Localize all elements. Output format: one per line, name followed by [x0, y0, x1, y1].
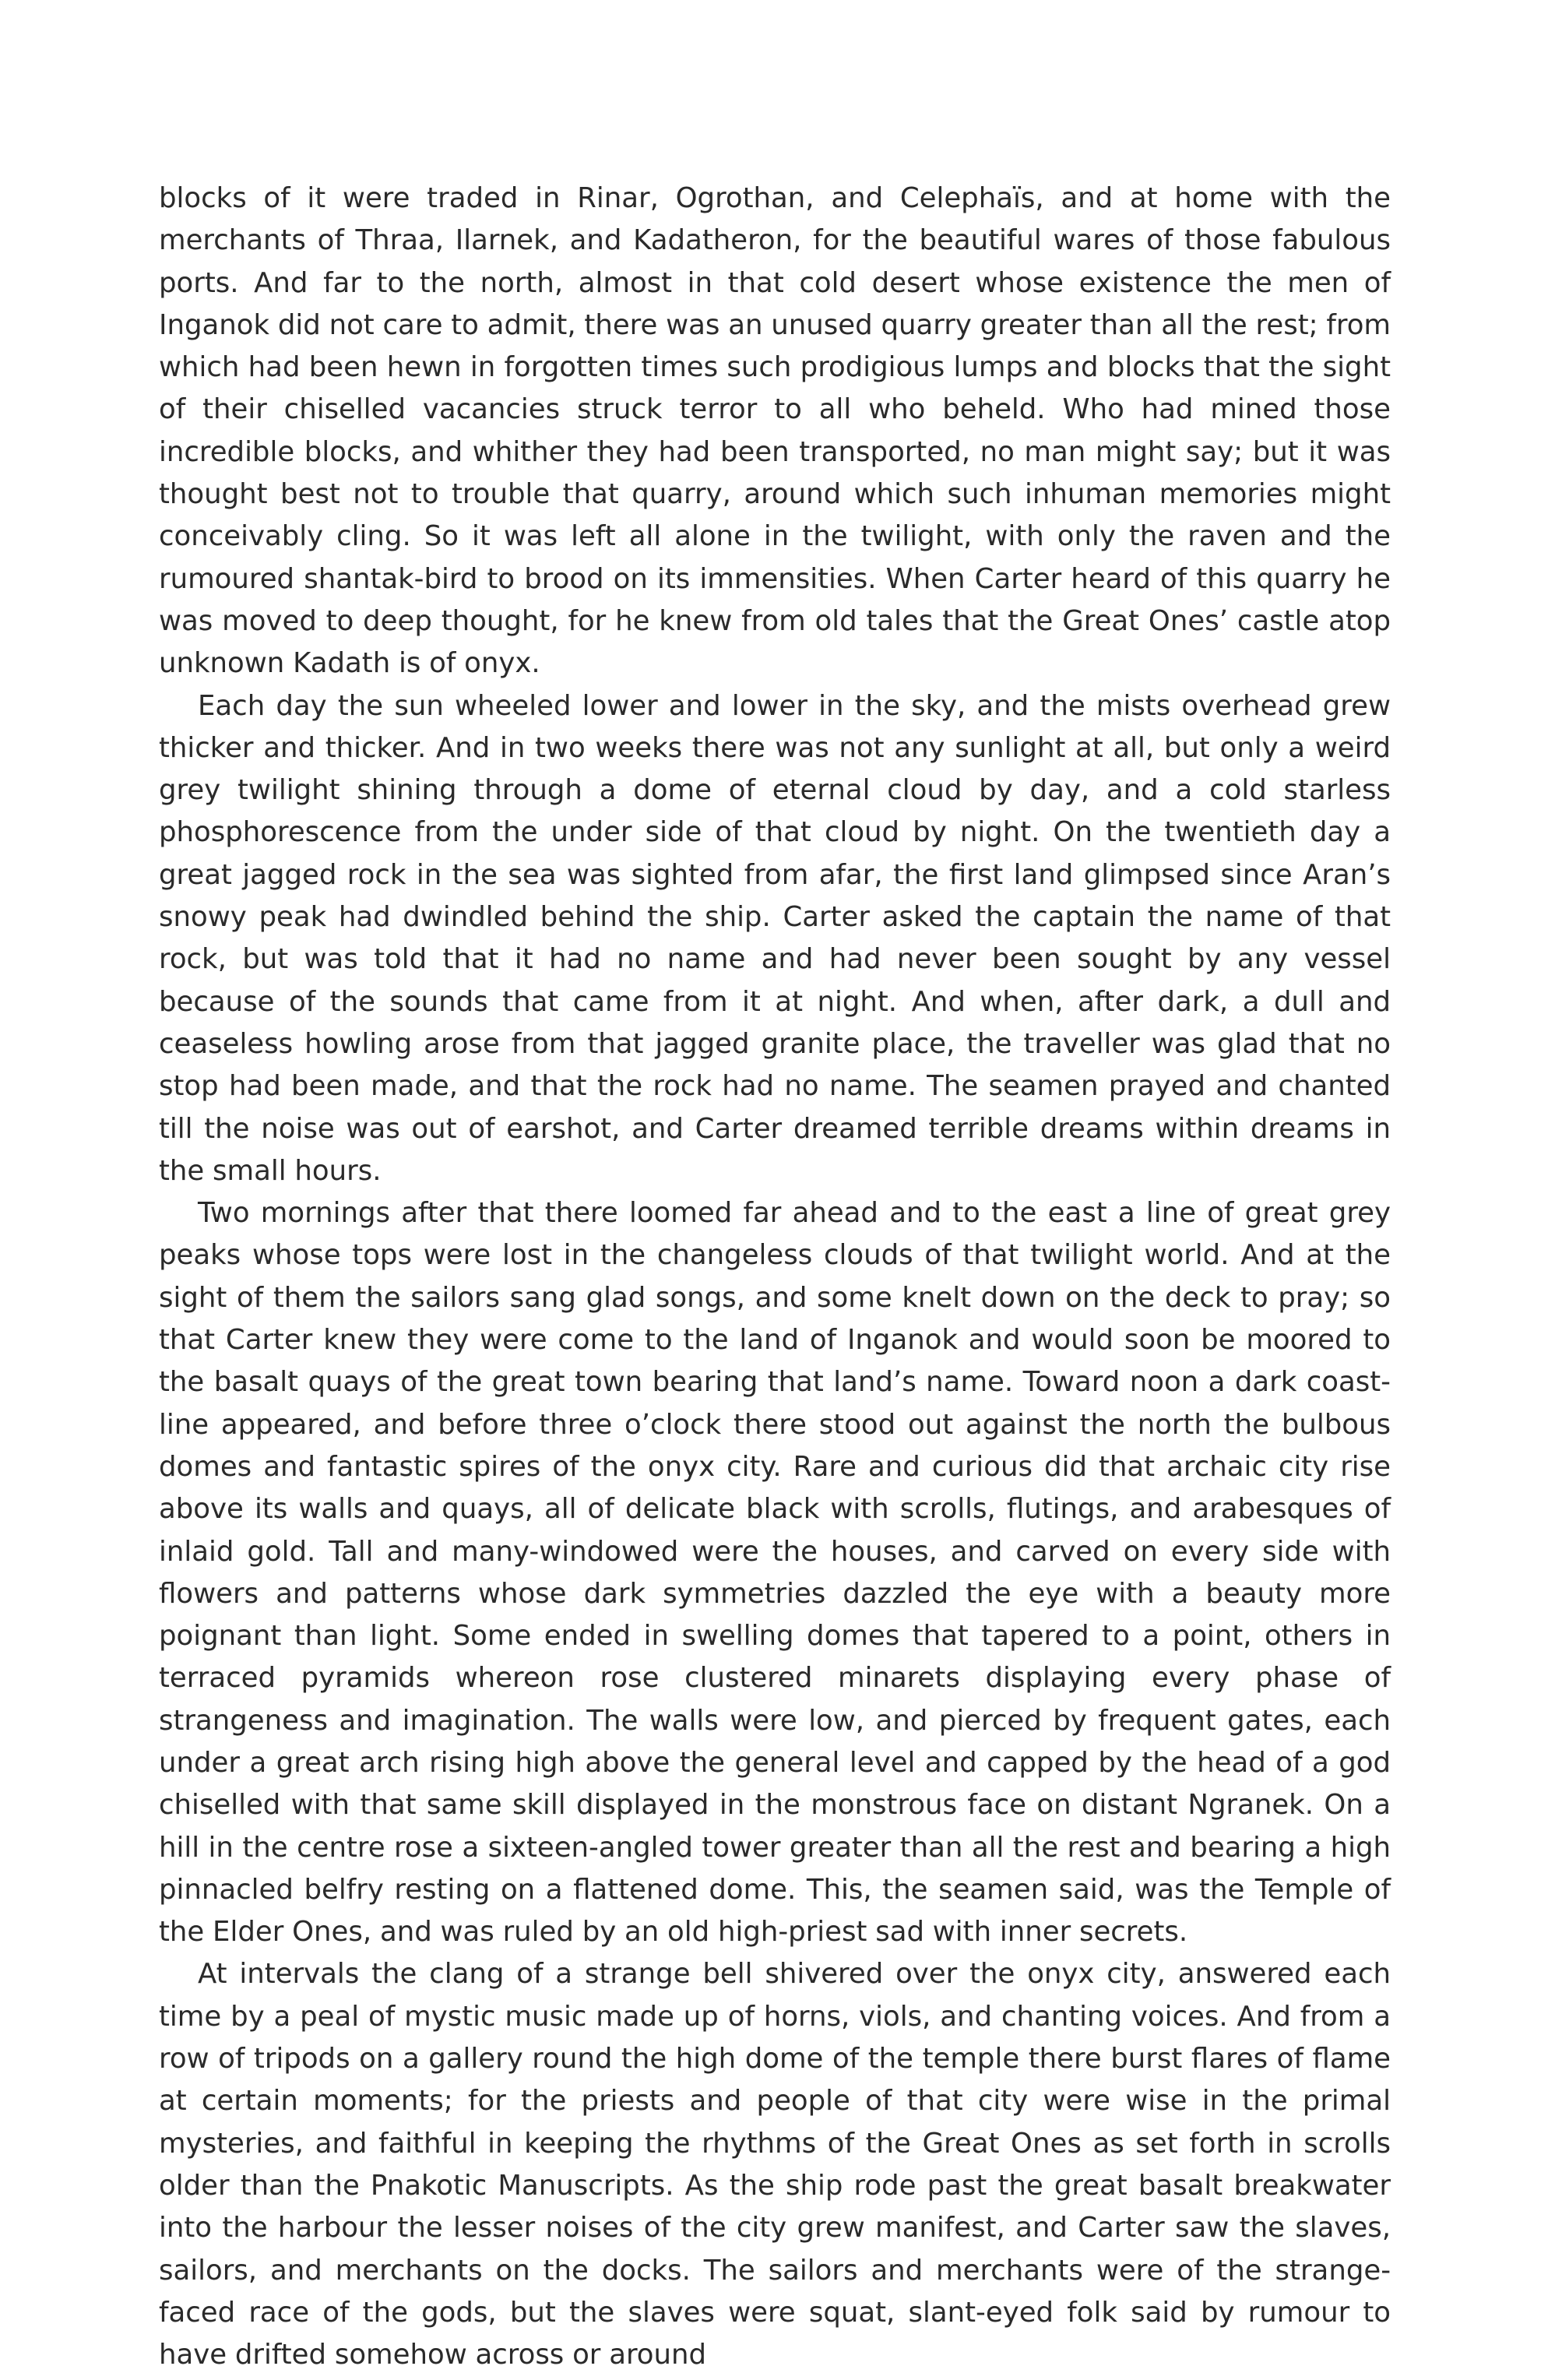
- paragraph-voyage: Each day the sun wheeled lower and lower in the sky, and the mists overhead grew thicker and thicker. And in two weeks there was not any sunlight at all, but only a weird grey twilight shining through a dome of eternal cloud by day, and a cold starless phosphorescence from the under side of that cloud by night. On the twentieth day a great jagged rock in the sea was sighted from afar, the first land glimpsed since Aran’s snowy peak had dwindled behind the ship. Carter asked the captain the name of that rock, but was told that it had no name and had never been sought by any vessel because of the sounds that came from it at night. And when, after dark, a dull and ceaseless howling arose from that jagged granite place, the traveller was glad that no stop had been made, and that the rock had no name. The seamen prayed and chanted till the noise was out of earshot, and Carter dreamed terrible dreams within dreams in the small hours.: [159, 689, 1391, 1187]
- paragraph-temple-bell: At intervals the clang of a strange bell shivered over the onyx city, answered each time by a peal of mystic music made up of horns, viols, and chanting voices. And from a row of tripods on a gallery round the high dome of the temple there burst flares of flame at certain moments; for the priests and people of that city were wise in the primal mysteries, and faithful in keeping the rhythms of the Great Ones as set forth in scrolls older than the Pnakotic Manuscripts. As the ship rode past the great basalt breakwater into the harbour the lesser noises of the city grew manifest, and Carter saw the slaves, sailors, and merchants on the docks. The sailors and merchants were of the strange-faced race of the gods, but the slaves were squat, slant-eyed folk said by rumour to have drifted somehow across or around: [159, 1958, 1391, 2371]
- paragraph-onyx-city: Two mornings after that there loomed far ahead and to the east a line of great grey peaks whose tops were lost in the changeless clouds of that twilight world. And at the sight of them the sailors sang glad songs, and some knelt down on the deck to pray; so that Carter knew they were come to the land of Inganok and would soon be moored to the basalt quays of the great town bearing that land’s name. Toward noon a dark coast-line appeared, and before three o’clock there stood out against the north the bulbous domes and fantastic spires of the onyx city. Rare and curious did that archaic city rise above its walls and quays, all of delicate black with scrolls, flutings, and arabesques of inlaid gold. Tall and many-windowed were the houses, and carved on every side with flowers and patterns whose dark symmetries dazzled the eye with a beauty more poignant than light. Some ended in swelling domes that tapered to a point, others in terraced pyramids whereon rose clustered minarets displaying every phase of strangeness and imagination. The walls were low, and pierced by frequent gates, each under a great arch rising high above the general level and capped by the head of a god chiselled with that same skill displayed in the monstrous face on distant Ngranek. On a hill in the centre rose a sixteen-angled tower greater than all the rest and bearing a high pinnacled belfry resting on a flattened dome. This, the seamen said, was the Temple of the Elder Ones, and was ruled by an old high-priest sad with inner secrets.: [159, 1197, 1391, 1949]
- book-page: [159, 178, 1391, 2371]
- paragraph-quarry: blocks of it were traded in Rinar, Ogrothan, and Celephaïs, and at home with the merchants of Thraa, Ilarnek, and Kadatheron, for the beautiful wares of those fabulous ports. And far to the north, almost in that cold desert whose existence the men of Inganok did not care to admit, there was an unused quarry greater than all the rest; from which had been hewn in forgotten times such prodigious lumps and blocks that the sight of their chiselled vacancies struck terror to all who beheld. Who had mined those incredible blocks, and whither they had been transported, no man might say; but it was thought best not to trouble that quarry, around which such inhuman memories might conceivably cling. So it was left all alone in the twilight, with only the raven and the rumoured shantak-bird to brood on its immensities. When Carter heard of this quarry he was moved to deep thought, for he knew from old tales that the Great Ones’ castle atop unknown Kadath is of onyx.: [159, 182, 1391, 680]
